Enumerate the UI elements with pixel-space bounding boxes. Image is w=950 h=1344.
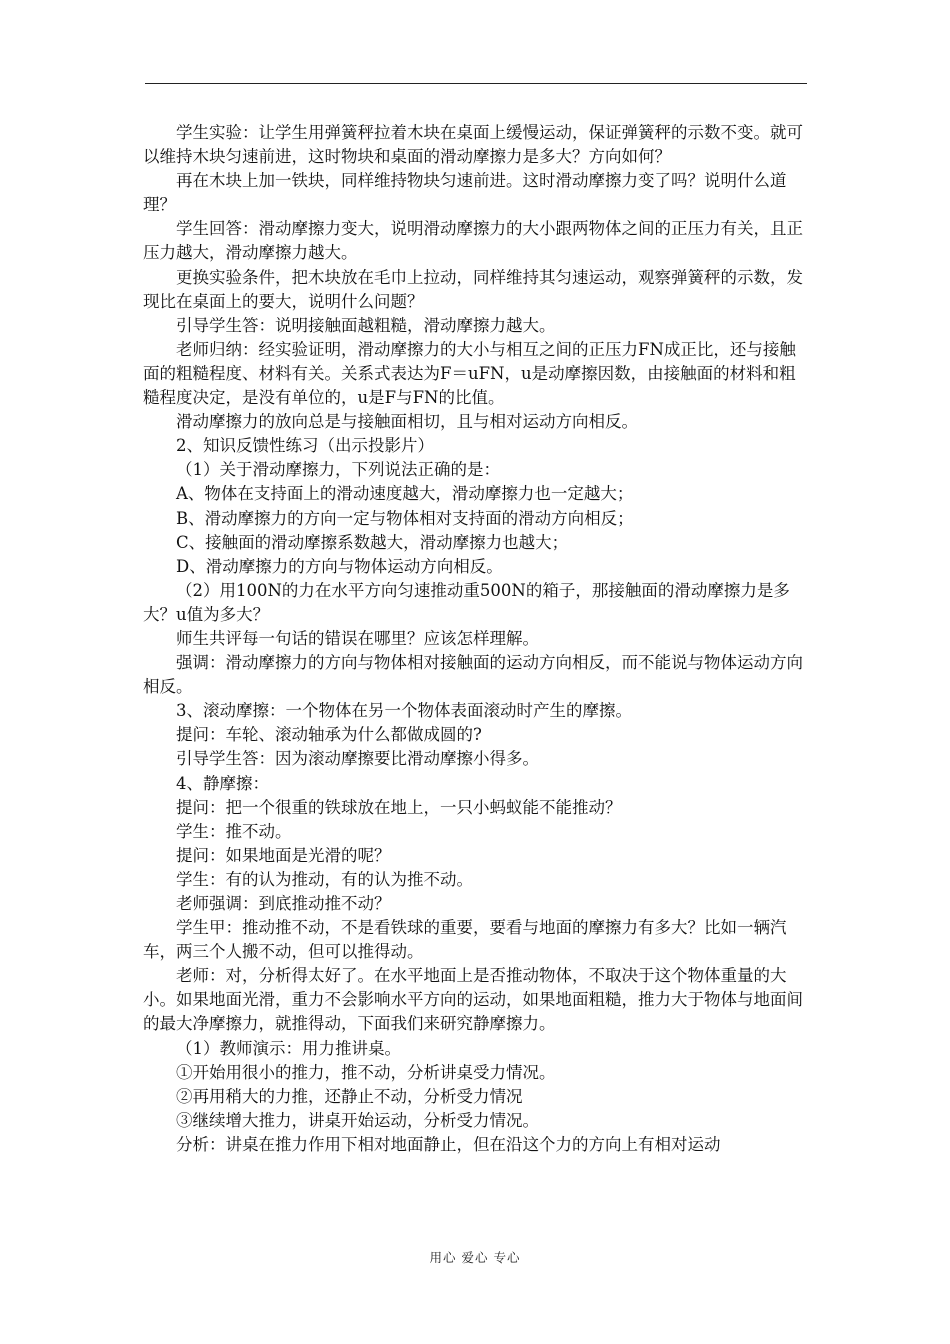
paragraph: （2）用100N的力在水平方向匀速推动重500N的箱子，那接触面的滑动摩擦力是多大？u值为多大？ <box>143 580 790 624</box>
paragraph: 学生甲：推动推不动，不是看铁球的重要，要看与地面的摩擦力有多大？比如一辆汽车，两三个人搬不动，但可以推得动。 <box>143 918 787 962</box>
document-body <box>143 121 809 1157</box>
paragraph: 学生回答：滑动摩擦力变大，说明滑动摩擦力的大小跟两物体之间的正压力有关，且正压力越大，滑动摩擦力越大。 <box>143 219 803 263</box>
paragraph: ①开始用很小的推力，推不动，分析讲桌受力情况。 <box>176 1062 556 1082</box>
paragraph: 老师：对，分析得太好了。在水平地面上是否推动物体，不取决于这个物体重量的大小。如果地面光滑，重力不会影响水平方向的运动，如果地面粗糙，推力大于物体与地面间的最大净摩擦力，就推得动，下面我们来研究静摩擦力。 <box>143 966 803 1034</box>
paragraph: （1）关于滑动摩擦力，下列说法正确的是： <box>176 460 500 480</box>
paragraph: 老师归纳：经实验证明，滑动摩擦力的大小与相互之间的正压力FN成正比，还与接触面的粗糙程度、材料有关。关系式表达为F＝uFN，u是动摩擦因数，由接触面的材料和粗糙程度决定，是没有单位的，u是F与FN的比值。 <box>143 339 796 408</box>
paragraph: 3、滚动摩擦：一个物体在另一个物体表面滚动时产生的摩擦。 <box>176 701 632 721</box>
paragraph: 更换实验条件，把木块放在毛巾上拉动，同样维持其匀速运动，观察弹簧秤的示数，发现比在桌面上的要大，说明什么问题？ <box>143 267 803 311</box>
paragraph: 滑动摩擦力的放向总是与接触面相切，且与相对运动方向相反。 <box>176 412 638 432</box>
paragraph: C、接触面的滑动摩擦系数越大，滑动摩擦力也越大； <box>176 532 569 552</box>
paragraph: 引导学生答：因为滚动摩擦要比滑动摩擦小得多。 <box>176 749 539 769</box>
paragraph: ③继续增大推力，讲桌开始运动，分析受力情况。 <box>176 1110 539 1130</box>
header-rule <box>145 83 807 84</box>
paragraph: 提问：如果地面是光滑的呢？ <box>176 845 391 865</box>
paragraph: 学生：推不动。 <box>176 821 292 841</box>
paragraph: 分析：讲桌在推力作用下相对地面静止，但在沿这个力的方向上有相对运动 <box>176 1134 721 1154</box>
paragraph: B、滑动摩擦力的方向一定与物体相对支持面的滑动方向相反； <box>176 508 634 528</box>
page-footer: 用心 爱心 专心 <box>429 1250 521 1265</box>
paragraph: 提问：把一个很重的铁球放在地上，一只小蚂蚁能不能推动？ <box>176 797 622 817</box>
paragraph: 4、静摩擦： <box>176 773 269 793</box>
paragraph: 2、知识反馈性练习（出示投影片） <box>176 436 434 456</box>
paragraph: 师生共评每一句话的错误在哪里？应该怎样理解。 <box>176 628 539 648</box>
paragraph: 再在木块上加一铁块，同样维持物块匀速前进。这时滑动摩擦力变了吗？说明什么道理？ <box>143 171 787 215</box>
paragraph: A、物体在支持面上的滑动速度越大，滑动摩擦力也一定越大； <box>176 484 634 504</box>
paragraph: 引导学生答：说明接触面越粗糙，滑动摩擦力越大。 <box>176 315 556 335</box>
paragraph: 提问：车轮、滚动轴承为什么都做成圆的? <box>176 725 482 745</box>
paragraph: 强调：滑动摩擦力的方向与物体相对接触面的运动方向相反，而不能说与物体运动方向相反。 <box>143 653 803 697</box>
paragraph: 学生实验：让学生用弹簧秤拉着木块在桌面上缓慢运动，保证弹簧秤的示数不变。就可以维持木块匀速前进，这时物块和桌面的滑动摩擦力是多大？方向如何？ <box>143 123 803 167</box>
paragraph: （1）教师演示：用力推讲桌。 <box>176 1038 401 1058</box>
paragraph: D、滑动摩擦力的方向与物体运动方向相反。 <box>176 556 503 576</box>
paragraph: ②再用稍大的力推，还静止不动，分析受力情况 <box>176 1086 523 1106</box>
paragraph: 学生：有的认为推动，有的认为推不动。 <box>176 869 473 889</box>
paragraph: 老师强调：到底推动推不动？ <box>176 894 391 913</box>
